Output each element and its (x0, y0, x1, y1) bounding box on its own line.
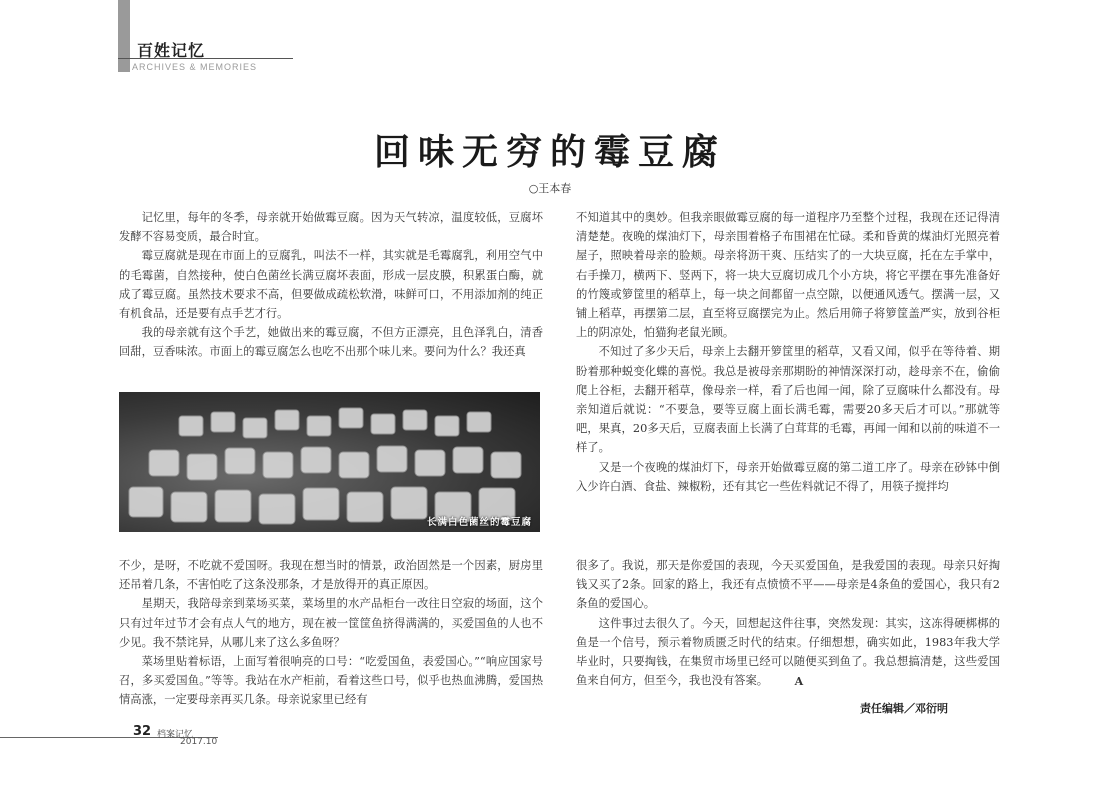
paragraph: 不知道其中的奥妙。但我亲眼做霉豆腐的每一道程序乃至整个过程，我现在还记得清清楚楚。夜晚的煤油灯下，母亲围着格子布围裙在忙碌。柔和昏黄的煤油灯光照亮着屋子，照映着母亲的脸颊。母亲将沥干爽、压结实了的一大块豆腐，托在左手掌中，右手操刀，横两下、竖两下，将一块大豆腐切成几个小方块，将它平摆在事先准备好的竹篾或箩筐里的稻草上，每一块之间都留一点空隙，以便通风透气。摆满一层，又铺上稻草，再摆第二层，直至将豆腐摆完为止。然后用筛子将箩筐盖严实，放到谷柜上的阴凉处，怕猫狗老鼠光顾。 (576, 211, 1000, 340)
paragraph: 又是一个夜晚的煤油灯下，母亲开始做霉豆腐的第二道工序了。母亲在砂钵中倒入少许白酒、食盐、辣椒粉，还有其它一些佐料就记不得了，用筷子搅拌均 (576, 460, 1000, 493)
column-4 (576, 556, 1000, 690)
footer-date: 2017.10 (180, 737, 218, 747)
paragraph: 不少，是呀，不吃就不爱国呀。我现在想当时的情景，政治固然是一个因素，厨房里还吊着几条，不害怕吃了这条没那条，才是放得开的真正原因。 (119, 559, 543, 592)
article-title: 回味无穷的霉豆腐 (373, 132, 726, 173)
paragraph: 不知过了多少天后，母亲上去翻开箩筐里的稻草，又看又闻，似乎在等待着、期盼着那种蜕变化蝶的喜悦。我总是被母亲那期盼的神情深深打动，趁母亲不在，偷偷爬上谷柜，去翻开稻草，像母亲一样，看了后也闻一闻，除了豆腐味什么都没有。母亲知道后就说：“不要急，要等豆腐上面长满毛霉，需要20多天后才可以。”那就等吧，果真，20多天后，豆腐表面上长满了白茸茸的毛霉，再闻一闻和以前的味道不一样了。 (576, 345, 1000, 455)
tofu-photo (119, 392, 540, 532)
photo-caption: 长满白色菌丝的霉豆腐 (426, 517, 532, 528)
paragraph: 很多了。我说，那天是你爱国的表现，今天买爱国鱼，是我爱国的表现。母亲只好掏钱又买了2条。回家的路上，我还有点愤愤不平——母亲是4条鱼的爱国心，我只有2条鱼的爱国心。 (576, 559, 1000, 611)
end-mark-icon: A (794, 675, 804, 689)
paragraph: 菜场里贴着标语，上面写着很响亮的口号：“吃爱国鱼，表爱国心。”“响应国家号召，多买爱国鱼。”等等。我站在水产柜前，看着这些口号，似乎也热血沸腾，爱国热情高涨，一定要母亲再买几条。母亲说家里已经有 (119, 655, 543, 707)
header-accent-bar (118, 0, 130, 72)
article-author: ○王本春 (528, 182, 572, 195)
column-3 (119, 556, 543, 710)
footer-magazine: 档案记忆 (157, 730, 194, 740)
paragraph (576, 614, 1000, 691)
paragraph: 记忆里，每年的冬季，母亲就开始做霉豆腐。因为天气转凉，温度较低，豆腐坏发酵不容易变质，最合时宜。 (119, 211, 543, 244)
paragraph-text: 这件事过去很久了。今天，回想起这件往事，突然发现：其实，这冻得硬梆梆的鱼是一个信号，预示着物质匮乏时代的结束。仔细想想，确实如此，1983年我大学毕业时，只要掏钱，在集贸市场里已经可以随便买到鱼了。我总想搞清楚，这些爱国鱼来自何方，但至今，我也没有答案。 (576, 616, 1000, 688)
tofu-blocks-illustration (119, 392, 540, 532)
paragraph: 霉豆腐就是现在市面上的豆腐乳，叫法不一样，其实就是毛霉腐乳，利用空气中的毛霉菌，自然接种，使白色菌丝长满豆腐坏表面，形成一层皮膜，积累蛋白酶，就成了霉豆腐。虽然技术要求不高，但要做成疏松软滑，味鲜可口，不用添加剂的纯正有机食品，还是要有点手艺才行。 (119, 249, 543, 321)
section-title: 百姓记忆 (137, 41, 206, 60)
page-number: 32 (133, 724, 152, 739)
column-2 (576, 208, 1000, 496)
responsible-editor: 责任编辑／邓衍明 (860, 702, 948, 715)
paragraph: 我的母亲就有这个手艺，她做出来的霉豆腐，不但方正漂亮，且色泽乳白，清香回甜，豆香味浓。市面上的霉豆腐怎么也吃不出那个味儿来。要问为什么？我还真 (119, 326, 543, 359)
paragraph: 星期天，我陪母亲到菜场买菜，菜场里的水产品柜台一改往日空寂的场面，这个只有过年过节才会有点人气的地方，现在被一筐筐鱼挤得满满的，买爱国鱼的人也不少见。我不禁诧异，从哪儿来了这么多鱼呀？ (119, 597, 543, 649)
section-subtitle: ARCHIVES & MEMORIES (132, 62, 258, 72)
column-1 (119, 208, 543, 362)
